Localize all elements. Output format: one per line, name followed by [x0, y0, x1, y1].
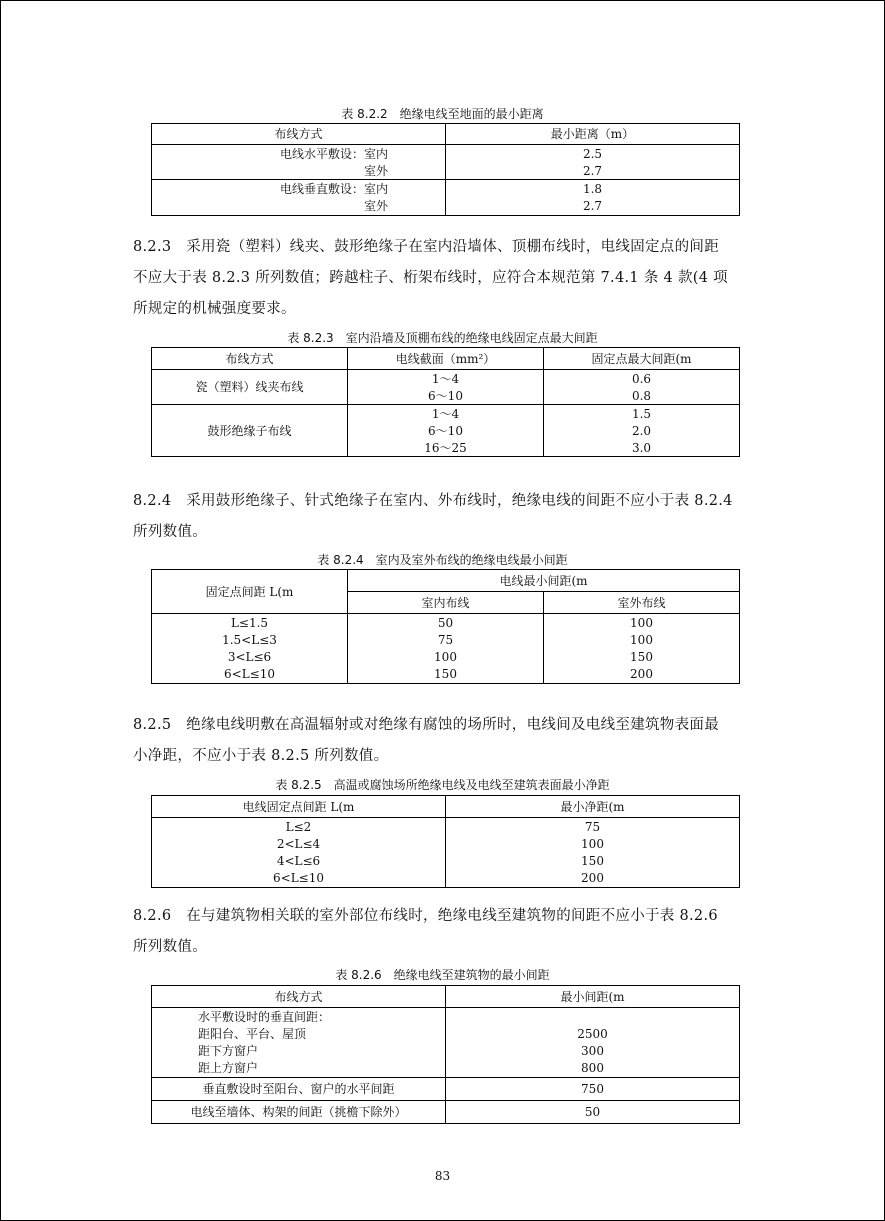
paragraph-line: 所规定的机械强度要求。 — [133, 301, 296, 317]
value-cell: 800 — [446, 1060, 740, 1078]
value-cell: 2.5 — [446, 145, 740, 163]
header-cross-section: 电线截面（mm²） — [348, 348, 544, 370]
header-indoor: 室内布线 — [348, 592, 544, 614]
section-cell: 6～10 — [348, 423, 544, 440]
value-cell: 2.7 — [446, 163, 740, 180]
spacing-cell: L≤2 — [152, 818, 446, 836]
clearance-cell: 150 — [446, 853, 740, 870]
spacing-cell: 2.0 — [544, 423, 740, 440]
method-cell: 电线水平敷设：室内 — [152, 145, 446, 163]
header-method: 布线方式 — [152, 986, 446, 1008]
clearance-cell: 75 — [446, 818, 740, 836]
paragraph-line: 8.2.6 在与建筑物相关联的室外部位布线时，绝缘电线至建筑物的间距不应小于表 8.2.6 — [133, 908, 718, 924]
header-min-wire-spacing: 电线最小间距(m — [348, 570, 740, 592]
paragraph-8-2-4 — [133, 486, 758, 548]
spacing-cell: 3<L≤6 — [152, 649, 348, 666]
value-cell: 300 — [446, 1043, 740, 1060]
method-cell: 室外 — [152, 163, 446, 180]
spacing-cell: 3.0 — [544, 440, 740, 457]
method-cell: 距上方窗户 — [152, 1060, 446, 1078]
table-8-2-4 — [151, 569, 740, 684]
value-cell: 750 — [446, 1078, 740, 1101]
method-cell: 鼓形绝缘子布线 — [152, 405, 348, 457]
outdoor-cell: 100 — [544, 632, 740, 649]
spacing-cell: 4<L≤6 — [152, 853, 446, 870]
header-method: 布线方式 — [152, 348, 348, 370]
paragraph-8-2-5 — [133, 710, 758, 772]
method-cell: 室外 — [152, 198, 446, 216]
method-cell: 距下方窗户 — [152, 1043, 446, 1060]
header-fixed-spacing: 固定点间距 L(m — [152, 570, 348, 614]
paragraph-8-2-3 — [133, 232, 758, 325]
spacing-cell: L≤1.5 — [152, 614, 348, 632]
paragraph-line: 8.2.5 绝缘电线明敷在高温辐射或对绝缘有腐蚀的场所时，电线间及电线至建筑物表面最 — [133, 717, 719, 733]
outdoor-cell: 150 — [544, 649, 740, 666]
value-cell: 1.8 — [446, 180, 740, 198]
method-cell: 电线垂直敷设：室内 — [152, 180, 446, 198]
table-8-2-3-caption: 表 8.2.3 室内沿墙及顶棚布线的绝缘电线固定点最大间距 — [287, 331, 598, 345]
spacing-cell: 0.8 — [544, 388, 740, 405]
section-cell: 1～4 — [348, 370, 544, 388]
value-cell: 2.7 — [446, 198, 740, 216]
section-cell: 16～25 — [348, 440, 544, 457]
header-outdoor: 室外布线 — [544, 592, 740, 614]
section-cell: 1～4 — [348, 405, 544, 423]
table-8-2-2-caption: 表 8.2.2 绝缘电线至地面的最小距离 — [341, 107, 544, 121]
header-min-spacing: 最小间距(m — [446, 986, 740, 1008]
indoor-cell: 100 — [348, 649, 544, 666]
indoor-cell: 50 — [348, 614, 544, 632]
section-cell: 6～10 — [348, 388, 544, 405]
table-8-2-6-caption: 表 8.2.6 绝缘电线至建筑物的最小间距 — [335, 968, 550, 982]
page-number: 83 — [434, 1169, 451, 1183]
table-8-2-5 — [151, 795, 740, 888]
outdoor-cell: 200 — [544, 666, 740, 684]
paragraph-line: 所列数值。 — [133, 524, 207, 540]
group-title-cell: 水平敷设时的垂直间距： — [152, 1008, 446, 1026]
spacing-cell: 6<L≤10 — [152, 870, 446, 888]
paragraph-8-2-6 — [133, 901, 758, 963]
table-8-2-3 — [151, 347, 740, 457]
spacing-cell: 6<L≤10 — [152, 666, 348, 684]
paragraph-line: 小净距，不应小于表 8.2.5 所列数值。 — [133, 748, 389, 764]
empty-cell — [446, 1008, 740, 1026]
value-cell: 50 — [446, 1101, 740, 1124]
method-cell: 瓷（塑料）线夹布线 — [152, 370, 348, 405]
outdoor-cell: 100 — [544, 614, 740, 632]
table-8-2-6 — [151, 985, 740, 1124]
header-max-spacing: 固定点最大间距(m — [544, 348, 740, 370]
table-8-2-5-caption: 表 8.2.5 高温或腐蚀场所绝缘电线及电线至建筑表面最小净距 — [275, 778, 610, 792]
method-cell: 距阳台、平台、屋顶 — [152, 1026, 446, 1043]
method-cell: 电线至墙体、构架的间距（挑檐下除外） — [152, 1101, 446, 1124]
table-8-2-4-caption: 表 8.2.4 室内及室外布线的绝缘电线最小间距 — [317, 553, 568, 567]
spacing-cell: 2<L≤4 — [152, 836, 446, 853]
header-min-distance: 最小距离（m） — [446, 124, 740, 145]
spacing-cell: 1.5 — [544, 405, 740, 423]
paragraph-line: 8.2.3 采用瓷（塑料）线夹、鼓形绝缘子在室内沿墙体、顶棚布线时，电线固定点的间距 — [133, 239, 719, 255]
paragraph-line: 不应大于表 8.2.3 所列数值；跨越柱子、桁架布线时，应符合本规范第 7.4.1 条 4 款(4 项 — [133, 270, 728, 286]
indoor-cell: 150 — [348, 666, 544, 684]
method-cell: 垂直敷设时至阳台、窗户的水平间距 — [152, 1078, 446, 1101]
header-method: 布线方式 — [152, 124, 446, 145]
header-min-clearance: 最小净距(m — [446, 796, 740, 818]
paragraph-line: 8.2.4 采用鼓形绝缘子、针式绝缘子在室内、外布线时，绝缘电线的间距不应小于表 8.2.4 — [133, 493, 733, 509]
spacing-cell: 0.6 — [544, 370, 740, 388]
indoor-cell: 75 — [348, 632, 544, 649]
clearance-cell: 200 — [446, 870, 740, 888]
spacing-cell: 1.5<L≤3 — [152, 632, 348, 649]
clearance-cell: 100 — [446, 836, 740, 853]
table-8-2-2 — [151, 123, 740, 216]
value-cell: 2500 — [446, 1026, 740, 1043]
header-fixed-spacing: 电线固定点间距 L(m — [152, 796, 446, 818]
paragraph-line: 所列数值。 — [133, 939, 207, 955]
